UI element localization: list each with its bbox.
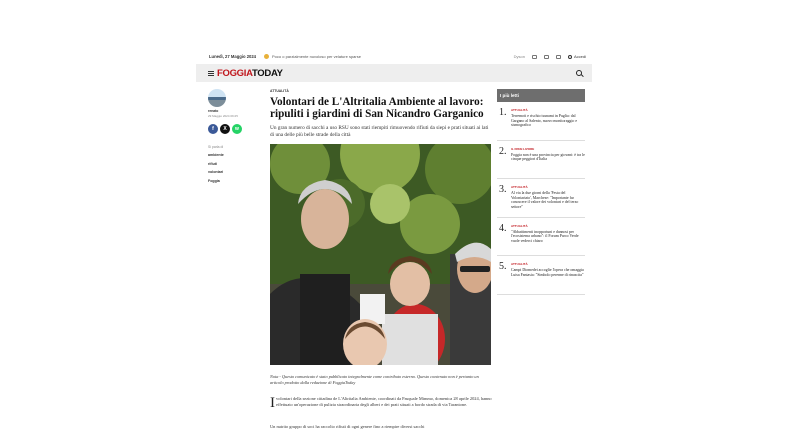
logo-part-2: TODAY [251,67,283,79]
most-read-item[interactable] [497,102,585,141]
external-contribution-note: Nota - Questo comunicato è stato pubblicato integralmente come contributo esterno. Questo contenuto non è pertanto un articolo prodotto dalla redazione di FoggiaToday [270,374,479,385]
most-read-heading: I più letti [497,89,585,102]
drop-cap: I [270,395,275,411]
rank-number: 2. [499,145,507,157]
tag-link[interactable]: rifiuti [208,161,217,166]
article-body-paragraph-2: Un nutrito gruppo di soci ha raccolto rifiuti di ogni genere fino a riempire diversi sacchi [270,424,425,429]
weather-widget[interactable] [264,54,361,59]
whatsapp-share-button[interactable]: w [232,124,242,134]
share-buttons [208,124,258,134]
rank-number: 4. [499,222,507,234]
x-share-button[interactable]: X [220,124,230,134]
item-title[interactable]: Foggia non è una provincia per giovani: è tra le cinque peggiori d'Italia [511,152,585,162]
publish-date: 29 Maggio 2024 09:25 [208,114,238,118]
tag-link[interactable]: ambiente [208,153,224,157]
site-logo[interactable] [217,68,283,79]
item-title[interactable]: Al via la due giorni della 'Festa del Volontariato', Marchese: "Importante far conoscere il valore dei volontari e del terzo settore" [511,191,579,209]
item-category: ATTUALITÀ [511,108,528,112]
item-category: ATTUALITÀ [511,185,528,190]
menu-icon[interactable] [208,71,214,76]
tag-link[interactable]: Foggia [208,178,220,183]
tag-link[interactable]: volontari [208,170,224,175]
volunteers-photo [270,144,491,365]
most-read-item[interactable] [497,179,585,218]
tags-heading: Si parla di [208,145,224,149]
screen-icon[interactable] [544,55,549,59]
most-read-sidebar [497,89,585,295]
item-category: ATTUALITÀ [511,223,528,228]
most-read-item[interactable] [497,218,585,257]
rank-number: 1. [499,107,507,118]
paragraph-1-text: volontari della sezione cittadina de L'Altritalia Ambiente, coordinati da Pasquale Mimmo, domenica 28 aprile 2024, hanno effettuato un'operazione di pulizia straordinaria degli alberi e dei prati situati a bordo strada di via Tarantone. [276,396,492,408]
search-icon[interactable] [576,70,582,76]
current-date: Lunedì, 27 Maggio 2024 [209,54,257,59]
logo-part-1: FOGGIA [217,67,252,79]
item-title[interactable]: "Abbattimenti inopportuni e dannosi per l'ecosistema urbano": il Forum Parco Verde vuole vederci chiaro [511,229,579,243]
author-column [208,89,258,187]
partner-logo[interactable]: Dyson [513,54,525,59]
most-read-item[interactable] [497,141,585,180]
login-label: Accedi [573,54,586,59]
app-icon[interactable] [556,55,561,59]
article-category[interactable]: ATTUALITÀ [270,89,289,93]
rank-number: 3. [499,184,507,196]
item-category: ATTUALITÀ [511,262,528,267]
item-title[interactable]: Campi Diomedei accoglie l'opera che omaggia Luisa Fantasia: "Simbolo perenne di rinascita" [511,268,584,277]
main-navbar [196,64,592,82]
author-avatar[interactable] [208,89,226,107]
article-title: Volontari de L'Altritalia Ambiente al lavoro: ripuliti i giardini di San Nicandro Garganico [270,96,484,120]
article-summary: Un gran numero di sacchi a uso RSU sono stati riempiti rimuovendo rifiuti da siepi e prati situati ai lati di una delle più belle strade della città [270,125,489,138]
login-button[interactable] [568,54,586,59]
article-header [270,89,492,138]
item-category: IL DISSI LIVORE [511,146,535,151]
article-body-paragraph-1 [270,396,492,409]
item-title[interactable]: Terremoti e rischio tsunami in Puglia: dal Gargano al Salento, nuovo monitoraggio e sismografico [511,114,578,128]
most-read-item[interactable] [497,256,585,295]
author-name[interactable]: renato [208,109,219,113]
top-bar [200,50,592,63]
sun-icon [264,54,269,59]
facebook-share-button[interactable]: f [208,124,218,134]
tags-list [208,153,258,183]
rank-number: 5. [499,261,507,273]
article-photo[interactable] [270,144,491,365]
newsletter-icon[interactable] [532,55,537,59]
weather-text: Poco o parzialmente nuvoloso per velature sparse [272,54,361,59]
user-icon [568,55,572,59]
